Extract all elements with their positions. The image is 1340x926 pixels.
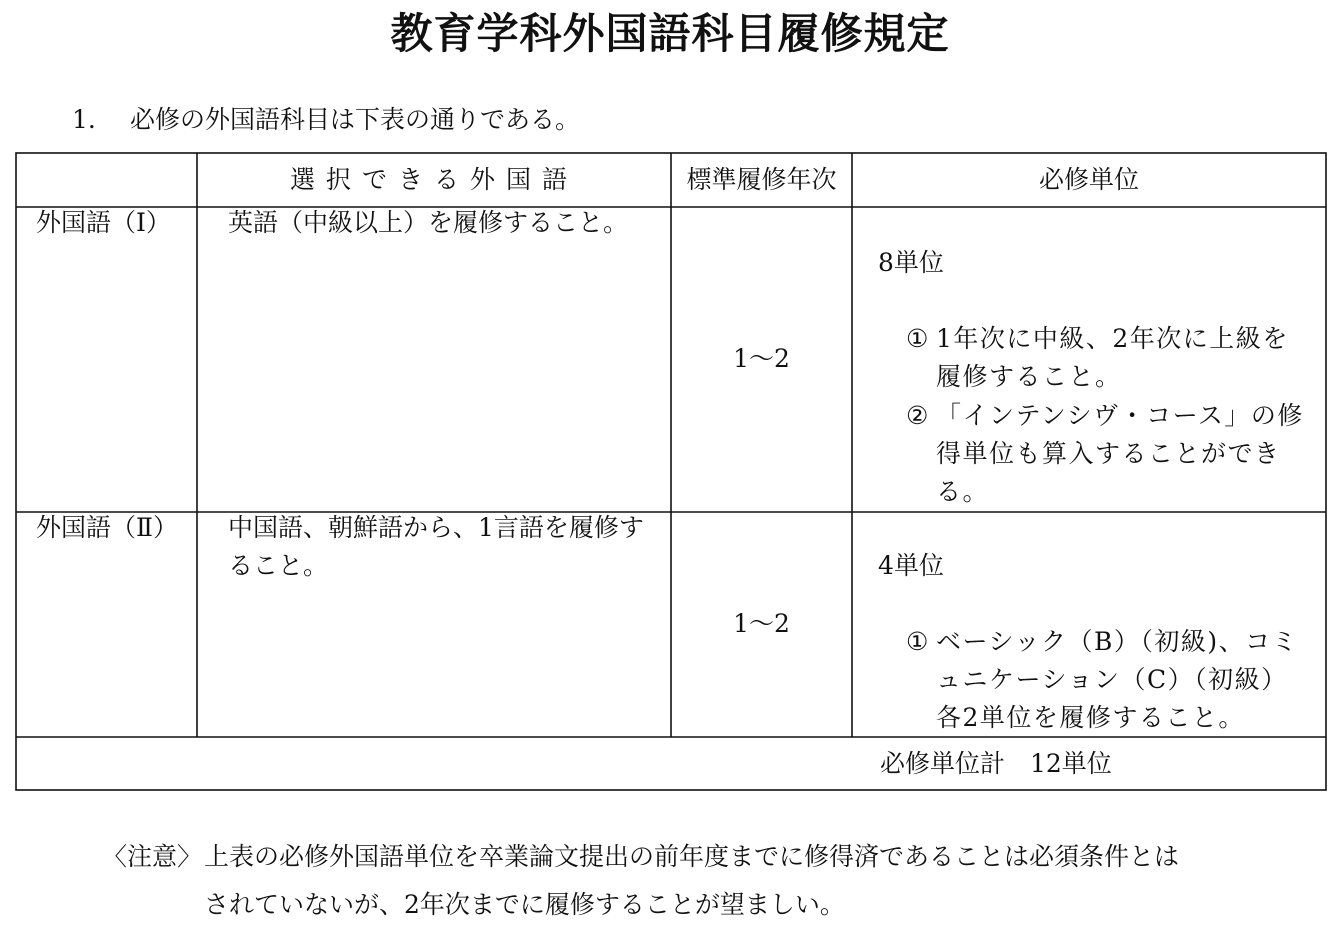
note-line-1: 上表の必修外国語単位を卒業論文提出の前年度までに修得済であることは必須条件とは bbox=[204, 842, 1180, 871]
intro-line bbox=[72, 102, 580, 138]
note-label: 〈注意〉 bbox=[102, 842, 203, 871]
intro-number: 1. bbox=[72, 105, 96, 134]
row1-note-2: ② 「インテンシヴ・コース」の修得単位も算入することができる。 bbox=[906, 401, 1304, 506]
row2-credits-total: 4単位 bbox=[878, 551, 944, 580]
header-required-credits: 必修単位 bbox=[1038, 165, 1139, 194]
page-title: 教育学科外国語科目履修規定 bbox=[390, 9, 950, 58]
header-language: 選択できる外国語 bbox=[289, 165, 578, 194]
note-line-2: されていないが、2年次までに履修することが望ましい。 bbox=[204, 890, 845, 919]
intro-text: 必修の外国語科目は下表の通りである。 bbox=[130, 105, 581, 134]
row1-credits-total: 8単位 bbox=[878, 248, 944, 277]
total-credits: 必修単位計 12単位 bbox=[880, 749, 1112, 778]
header-standard-year: 標準履修年次 bbox=[686, 165, 837, 194]
row1-language: 英語（中級以上）を履修すること。 bbox=[228, 208, 629, 237]
row2-category: 外国語（Ⅱ） bbox=[36, 513, 178, 542]
row2-note-1: ① ベーシック（B）（初級)、コミュニケーション（C）（初級）各2単位を履修すること。 bbox=[906, 627, 1299, 732]
row2-language: 中国語、朝鮮語から、1言語を履修すること。 bbox=[228, 513, 644, 580]
row1-note-1: ① 1年次に中級、2年次に上級を履修すること。 bbox=[906, 324, 1289, 391]
row2-year: 1～2 bbox=[733, 609, 790, 638]
row1-year: 1～2 bbox=[733, 344, 790, 373]
row1-category: 外国語（Ⅰ） bbox=[36, 208, 171, 237]
